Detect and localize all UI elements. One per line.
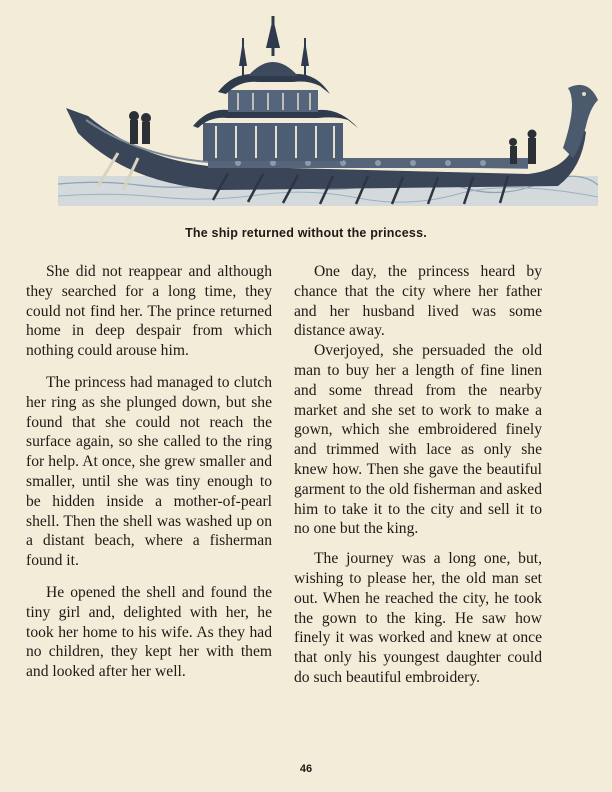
paragraph: Overjoyed, she persuaded the old man to buy her a length of fine linen and some thread from the nearby market and she set to work to make a gown, which she embroidered finely and trimmed with lace as only she knew how. Then she gave the beautiful garment to the old fisherman and asked him to take it to the city and sell it to no one but the king. xyxy=(294,342,542,538)
page-number: 46 xyxy=(299,763,313,775)
ship-illustration xyxy=(58,8,598,213)
paragraph: She did not reappear and although they searched for a long time, they could not find her. The prince returned home in deep despair from which nothing could arouse him. xyxy=(26,263,272,360)
illustration-caption: The ship returned without the princess. xyxy=(185,226,427,240)
paragraph: The journey was a long one, but, wishing to please her, the old man set out. When he reached the city, he took the gown to the king. He saw how finely it was worked and knew at once that only his youngest daughter could do such beautiful embroidery. xyxy=(294,550,542,686)
paragraph: One day, the princess heard by chance that the city where her father and her husband lived was some distance away. xyxy=(294,263,542,340)
left-column xyxy=(26,262,272,682)
paragraph: The princess had managed to clutch her ring as she plunged down, but she found that she could not reach the surface again, so she called to the ring for help. At once, she grew smaller and smaller, until she was tiny enough to be hidden inside a mother-of-pearl shell. Then the shell was washed up on a distant beach, where a fisherman found it. xyxy=(26,373,272,570)
right-column xyxy=(294,262,542,688)
paragraph: He opened the shell and found the tiny girl and, delighted with her, he took her home to his wife. As they had no children, they kept her with them and looked after her well. xyxy=(26,583,272,681)
